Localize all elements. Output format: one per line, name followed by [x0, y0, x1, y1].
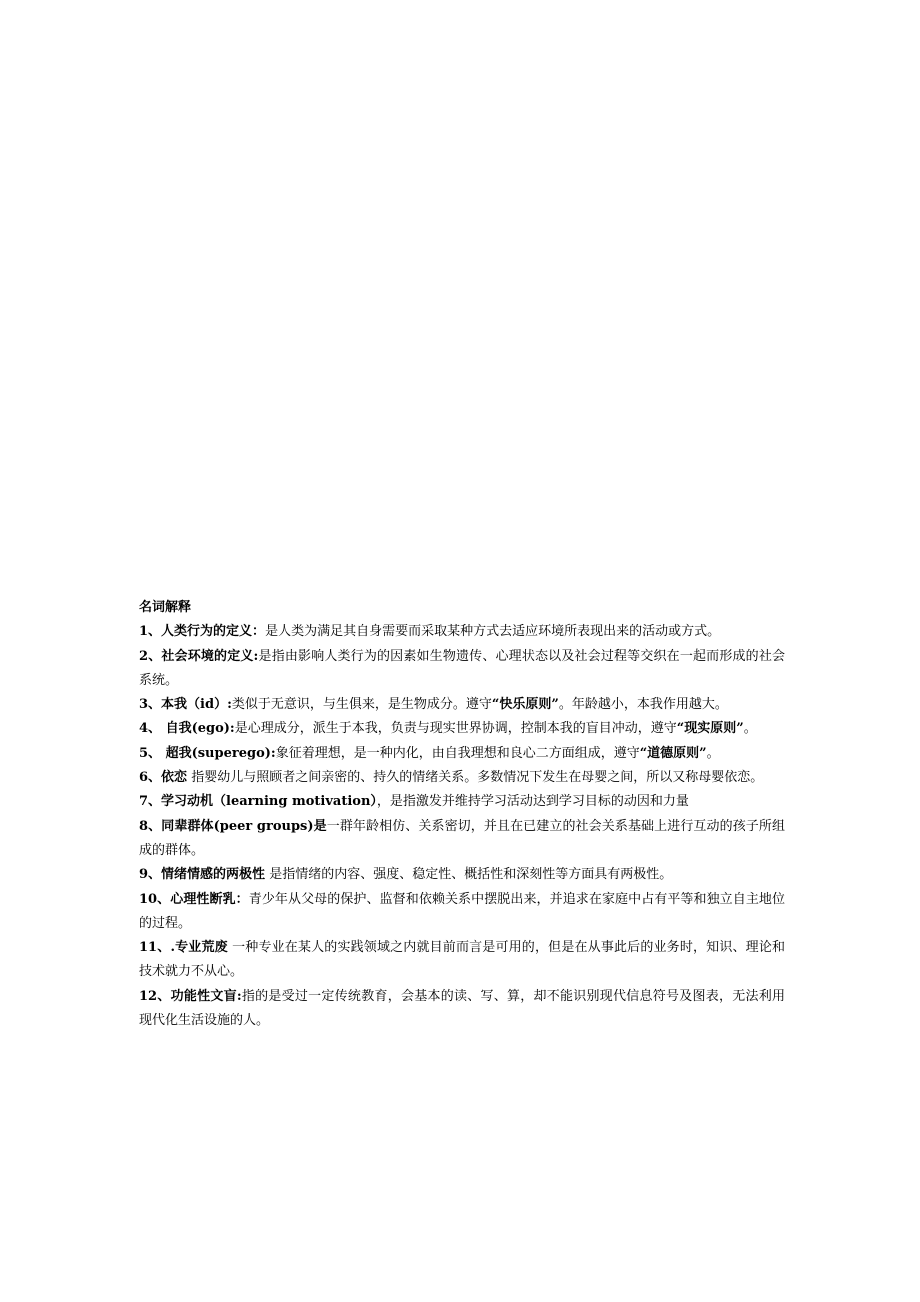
entry-term: 心理性断乳：	[170, 891, 249, 907]
entry-number: 4、	[139, 721, 162, 737]
entry-definition: 指婴幼儿与照顾者之间亲密的、持久的情绪关系。多数情况下发生在母婴之间，所以又称母婴依恋。	[187, 770, 764, 786]
entry-number: 5、	[139, 745, 162, 761]
section-heading: 名词解释	[139, 600, 192, 615]
entry-definition: 是指由影响人类行为的因素如生物遗传、心理状态以及社会过程等交织在一起而形成的社会系统。	[139, 648, 785, 688]
principle-quote: “道德原则”	[639, 745, 707, 761]
entry-number: 9、	[139, 867, 162, 883]
entry-definition-tail: 。	[743, 721, 757, 737]
principle-quote: “现实原则”	[676, 721, 744, 737]
glossary-entry	[139, 815, 785, 864]
entry-definition: 象征着理想，是一种内化，由自我理想和良心二方面组成，遵守	[275, 745, 640, 761]
entry-number: 8、	[139, 818, 162, 834]
glossary-entry	[139, 863, 785, 887]
entry-term: 同辈群体(peer groups)是	[161, 818, 327, 834]
entry-term: 自我(ego):	[161, 721, 235, 737]
entry-number: 11、	[139, 940, 171, 956]
glossary-entry	[139, 620, 785, 644]
entry-term: 人类行为的定义：	[161, 624, 266, 640]
entry-term: 超我(superego):	[161, 745, 276, 761]
glossary-entry	[139, 888, 785, 937]
entry-definition: 类似于无意识，与生俱来，是生物成分。遵守	[231, 697, 492, 713]
entry-number: 10、	[139, 891, 171, 907]
glossary-section	[139, 596, 785, 1033]
entry-definition: 是人类为满足其自身需要而采取某种方式去适应环境所表现出来的活动或方式。	[265, 624, 721, 640]
glossary-entry	[139, 936, 785, 985]
glossary-entry	[139, 742, 785, 766]
entry-definition: 青少年从父母的保护、监督和依赖关系中摆脱出来，并追求在家庭中占有平等和独立自主地位的过程。	[139, 891, 785, 931]
entry-number: 2、	[139, 648, 162, 664]
entry-number: 3、	[139, 697, 162, 713]
entry-definition: 是心理成分，派生于本我，负责与现实世界协调，控制本我的盲目冲动，遵守	[234, 721, 677, 737]
entry-definition: 是指情绪的内容、强度、稳定性、概括性和深刻性等方面具有两极性。	[265, 867, 673, 883]
entry-term: 依恋	[161, 770, 188, 786]
entry-definition: 指的是受过一定传统教育，会基本的读、写、算，却不能识别现代信息符号及图表，无法利用现代化生活设施的人。	[139, 988, 785, 1029]
entry-term: 本我（id）:	[161, 697, 232, 713]
glossary-entry	[139, 717, 785, 741]
entry-term: 情绪情感的两极性	[161, 867, 266, 883]
glossary-entry	[139, 985, 785, 1034]
entry-number: 6、	[139, 770, 162, 786]
glossary-entry	[139, 766, 785, 790]
glossary-entry	[139, 645, 785, 694]
principle-quote: “快乐原则”	[491, 697, 559, 713]
entry-term: 功能性文盲:	[170, 988, 242, 1004]
entry-definition: 一群年龄相仿、关系密切，并且在已建立的社会关系基础上进行互动的孩子所组成的群体。	[139, 818, 786, 858]
entry-number: 12、	[139, 988, 171, 1004]
entry-definition: ，是指激发并维持学习活动达到学习目标的动因和力量	[376, 794, 689, 810]
entry-number: 1、	[139, 624, 162, 640]
glossary-entry	[139, 693, 785, 717]
entry-definition-tail: 。年龄越小，本我作用越大。	[558, 697, 728, 713]
entry-number: 7、	[139, 794, 162, 810]
entry-term: .专业荒废	[170, 940, 228, 956]
entry-definition-tail: 。	[706, 745, 720, 761]
entry-term: 学习动机（learning motivation）	[161, 794, 377, 810]
entry-term: 社会环境的定义:	[161, 648, 259, 664]
glossary-entry	[139, 790, 785, 814]
entry-definition: 一种专业在某人的实践领域之内就目前而言是可用的，但是在从事此后的业务时，知识、理论和技术就力不从心。	[139, 940, 786, 980]
